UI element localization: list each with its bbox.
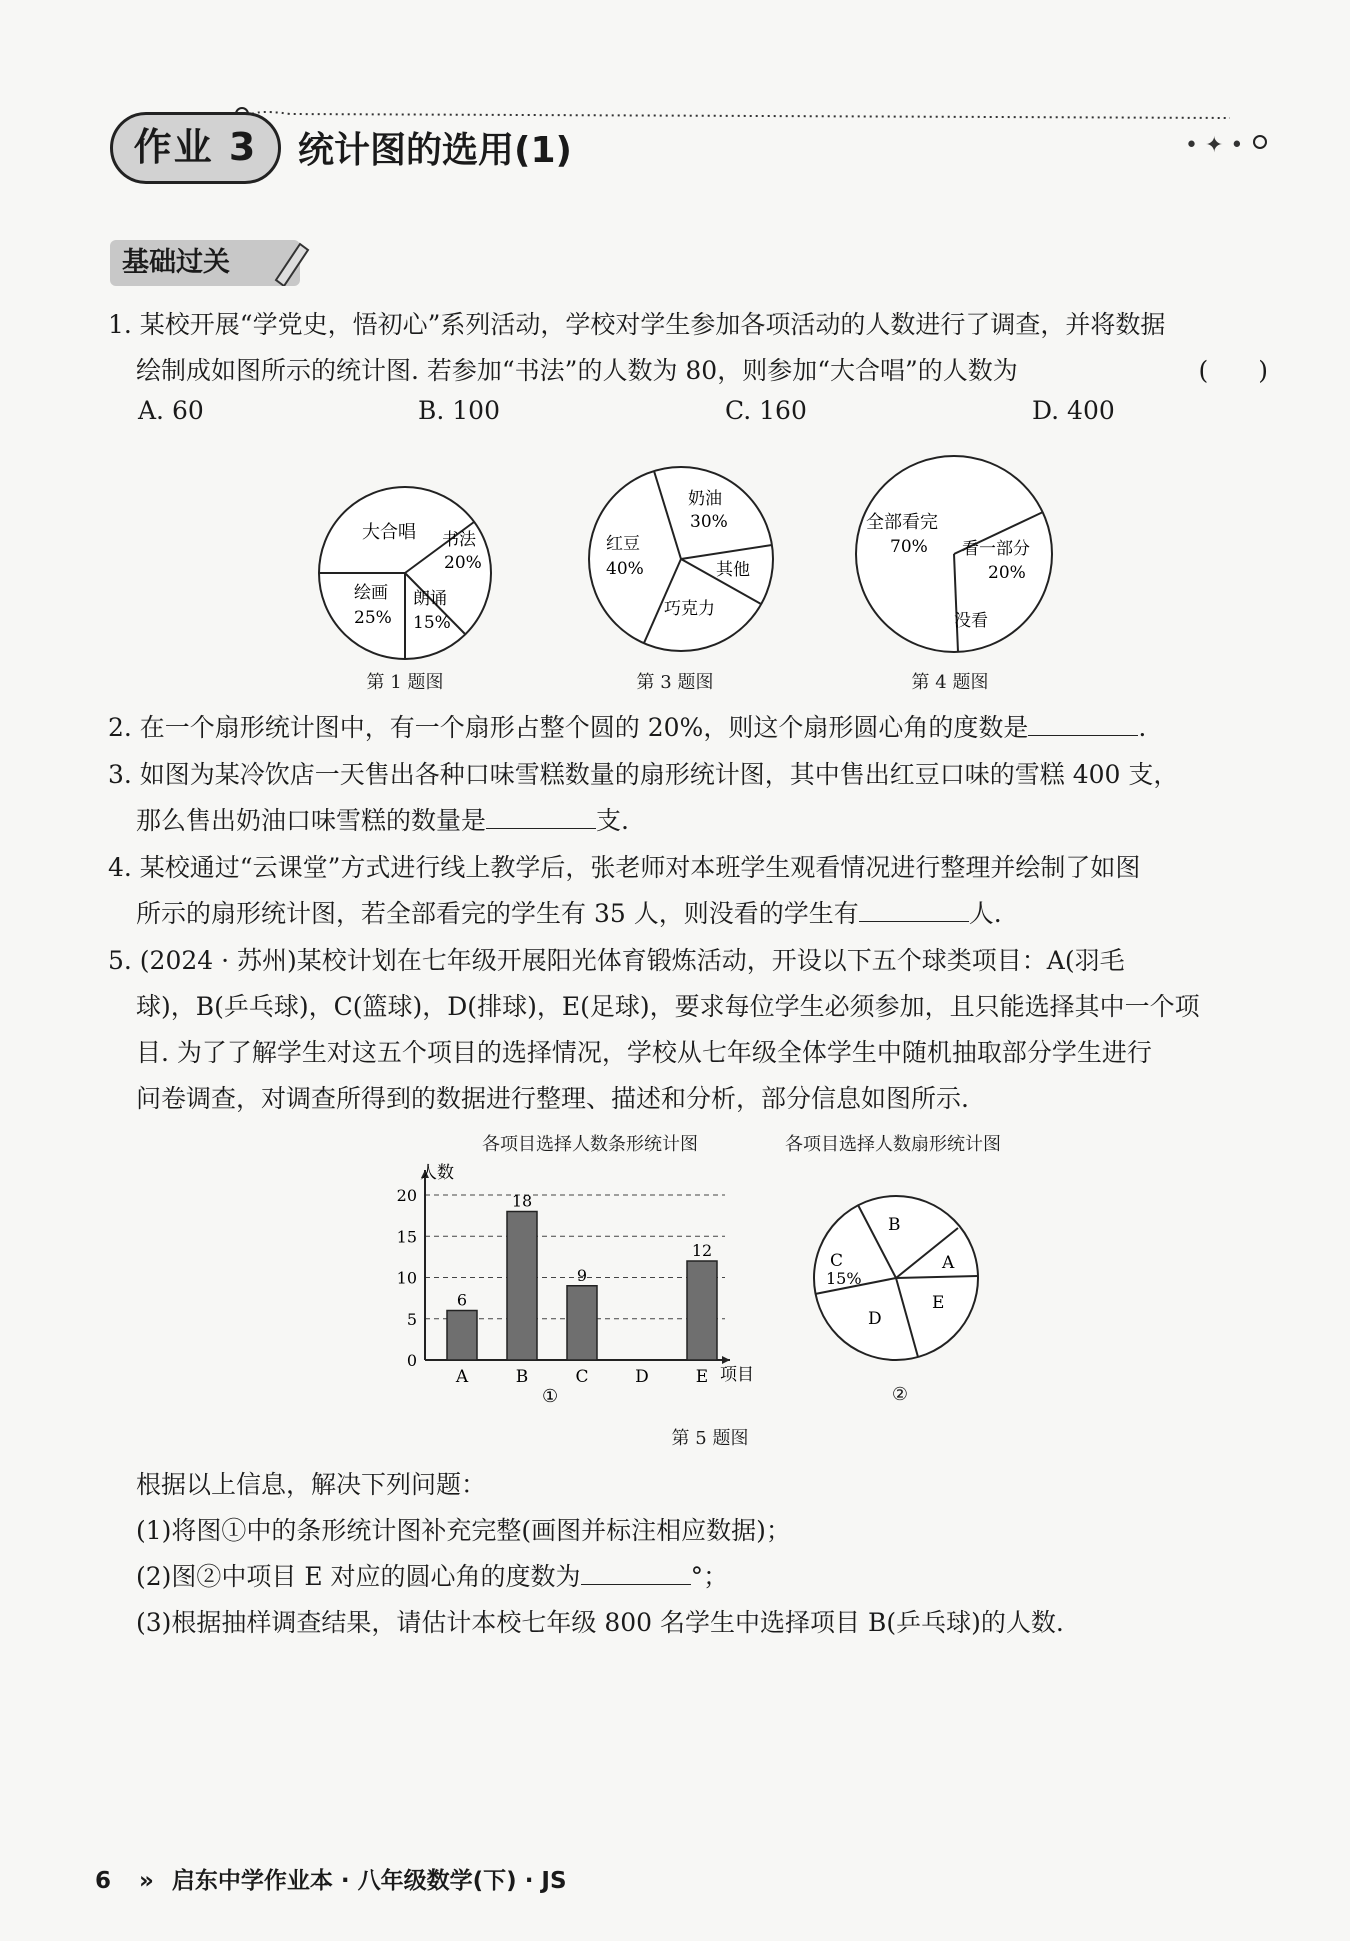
figure-3-caption: 第 3 题图 bbox=[636, 672, 714, 693]
q5-line3: 目. 为了了解学生对这五个项目的选择情况，学校从七年级全体学生中随机抽取部分学生进行 bbox=[136, 1038, 1152, 1067]
book-title: 启东中学作业本 · 八年级数学(下) · JS bbox=[171, 1868, 567, 1894]
label-all-watched: 全部看完 bbox=[866, 512, 938, 533]
question-1 bbox=[108, 302, 1268, 394]
sub-question-2: (2)图②中项目 E 对应的圆心角的度数为 °； bbox=[136, 1562, 729, 1591]
bar-chart bbox=[380, 1150, 780, 1420]
q4-line1: 4. 某校通过“云课堂”方式进行线上教学后，张老师对本班学生观看情况进行整理并绘制了如图 bbox=[108, 853, 1141, 882]
pie-chart-title: 各项目选择人数扇形统计图 bbox=[785, 1134, 1001, 1155]
label-calligraphy-pct: 20% bbox=[444, 553, 482, 573]
label-other: 其他 bbox=[716, 560, 750, 580]
svg-text:• ✦ •: • ✦ • bbox=[1185, 133, 1244, 158]
x-axis-label: 项目 bbox=[720, 1365, 754, 1385]
figure-5-pie bbox=[806, 1188, 986, 1368]
q3-line1: 3. 如图为某冷饮店一天售出各种口味雪糕数量的扇形统计图，其中售出红豆口味的雪糕 400 支， bbox=[108, 760, 1179, 789]
figure-number-2: ② bbox=[891, 1384, 909, 1405]
sub-intro: 根据以上信息，解决下列问题： bbox=[136, 1470, 487, 1499]
q1-line1: 1. 某校开展“学党史，悟初心”系列活动，学校对学生参加各项活动的人数进行了调查，并将数据 bbox=[108, 310, 1166, 339]
sub-question-1: (1)将图①中的条形统计图补充完整(画图并标注相应数据)； bbox=[136, 1516, 791, 1545]
pie-label-a: A bbox=[942, 1253, 955, 1273]
answer-blank[interactable] bbox=[1028, 711, 1138, 736]
option-a: A. 60 bbox=[138, 396, 204, 425]
figure-1-caption: 第 1 题图 bbox=[366, 672, 444, 693]
bar-b bbox=[507, 1212, 537, 1361]
q5-line1: 5. (2024 · 苏州)某校计划在七年级开展阳光体育锻炼活动，开设以下五个球类项目：A(羽毛 bbox=[108, 946, 1125, 975]
label-partial-pct: 20% bbox=[988, 563, 1026, 583]
bar-e bbox=[687, 1261, 717, 1360]
label-calligraphy: 书法 bbox=[442, 530, 476, 550]
x-tick-label: B bbox=[515, 1367, 529, 1387]
answer-blank[interactable] bbox=[859, 897, 969, 922]
pie-label-b: B bbox=[888, 1215, 901, 1235]
label-painting: 绘画 bbox=[354, 583, 388, 603]
x-tick-label: C bbox=[575, 1367, 589, 1387]
data-label-a: 6 bbox=[456, 1290, 468, 1310]
pie-label-c: C bbox=[830, 1251, 844, 1271]
question-3 bbox=[108, 752, 1268, 844]
pencil-icon bbox=[270, 236, 310, 286]
label-recite: 朗诵 bbox=[413, 589, 447, 609]
option-d: D. 400 bbox=[1032, 396, 1115, 425]
figure-4-caption: 第 4 题图 bbox=[911, 672, 989, 693]
bar-chart-title: 各项目选择人数条形统计图 bbox=[482, 1134, 698, 1155]
footer bbox=[95, 1862, 567, 1895]
label-partial: 看一部分 bbox=[962, 539, 1030, 559]
pie-label-d: D bbox=[868, 1309, 882, 1329]
option-b: B. 100 bbox=[418, 396, 500, 425]
section-label: 基础过关 bbox=[110, 240, 300, 286]
y-tick-label: 15 bbox=[396, 1227, 417, 1247]
homework-badge: 作业 3 bbox=[110, 112, 281, 184]
x-tick-label: E bbox=[695, 1367, 709, 1387]
y-axis-label: 人数 bbox=[420, 1163, 454, 1183]
figure-5-caption: 第 5 题图 bbox=[671, 1428, 749, 1449]
figure-number-1: ① bbox=[542, 1386, 559, 1407]
sub-questions bbox=[136, 1462, 1266, 1646]
label-not-watched: 没看 bbox=[954, 611, 988, 631]
question-5 bbox=[108, 938, 1268, 1122]
x-tick-label: D bbox=[635, 1367, 649, 1387]
y-tick-label: 0 bbox=[406, 1351, 417, 1370]
answer-paren: ( ) bbox=[1198, 356, 1268, 385]
label-recite-pct: 15% bbox=[413, 613, 451, 633]
option-c: C. 160 bbox=[725, 396, 807, 425]
data-label-c: 9 bbox=[576, 1265, 588, 1285]
label-cream-pct: 30% bbox=[690, 512, 728, 532]
figure-3-pie bbox=[576, 454, 786, 664]
answer-blank[interactable] bbox=[486, 804, 596, 829]
label-chorus: 大合唱 bbox=[362, 522, 416, 543]
pie-label-c-pct: 15% bbox=[826, 1269, 862, 1288]
label-redbean-pct: 40% bbox=[606, 559, 644, 579]
page-title: 统计图的选用(1) bbox=[298, 130, 572, 171]
page-number: 6 bbox=[95, 1868, 112, 1894]
arrows-icon: » bbox=[139, 1868, 154, 1894]
data-label-e: 12 bbox=[691, 1241, 713, 1260]
pie-label-e: E bbox=[932, 1293, 945, 1313]
x-axis-arrow bbox=[722, 1356, 730, 1364]
label-all-watched-pct: 70% bbox=[890, 537, 928, 557]
sub-question-3: (3)根据抽样调查结果，请估计本校七年级 800 名学生中选择项目 B(乒乓球)的人数. bbox=[136, 1608, 1064, 1637]
label-painting-pct: 25% bbox=[354, 608, 392, 628]
figure-1-pie bbox=[310, 478, 500, 668]
question-4 bbox=[108, 845, 1268, 937]
figure-4-pie bbox=[846, 446, 1062, 662]
x-tick-label: A bbox=[455, 1367, 469, 1387]
q3-line2: 那么售出奶油口味雪糕的数量是 支. bbox=[136, 806, 629, 835]
answer-blank[interactable] bbox=[581, 1560, 691, 1585]
q5-line2: 球)，B(乒乓球)，C(篮球)，D(排球)，E(足球)，要求每位学生必须参加，且只能选择其中一个项 bbox=[136, 992, 1200, 1021]
q1-line2: 绘制成如图所示的统计图. 若参加“书法”的人数为 80，则参加“大合唱”的人数为 ( ) bbox=[108, 348, 1268, 394]
data-label-b: 18 bbox=[511, 1191, 533, 1211]
y-tick-label: 10 bbox=[396, 1268, 417, 1288]
y-tick-label: 20 bbox=[396, 1186, 417, 1205]
label-chocolate: 巧克力 bbox=[664, 599, 715, 619]
y-tick-label: 5 bbox=[406, 1309, 417, 1329]
bar-a bbox=[447, 1311, 477, 1361]
q5-line4: 问卷调查，对调查所得到的数据进行整理、描述和分析，部分信息如图所示. bbox=[136, 1084, 969, 1113]
question-2: 2. 在一个扇形统计图中，有一个扇形占整个圆的 20%，则这个扇形圆心角的度数是 . bbox=[108, 713, 1147, 742]
q4-line2: 所示的扇形统计图，若全部看完的学生有 35 人，则没看的学生有 人. bbox=[136, 899, 1002, 928]
label-cream: 奶油 bbox=[688, 489, 722, 509]
bar-c bbox=[567, 1286, 597, 1360]
label-redbean: 红豆 bbox=[606, 534, 640, 554]
